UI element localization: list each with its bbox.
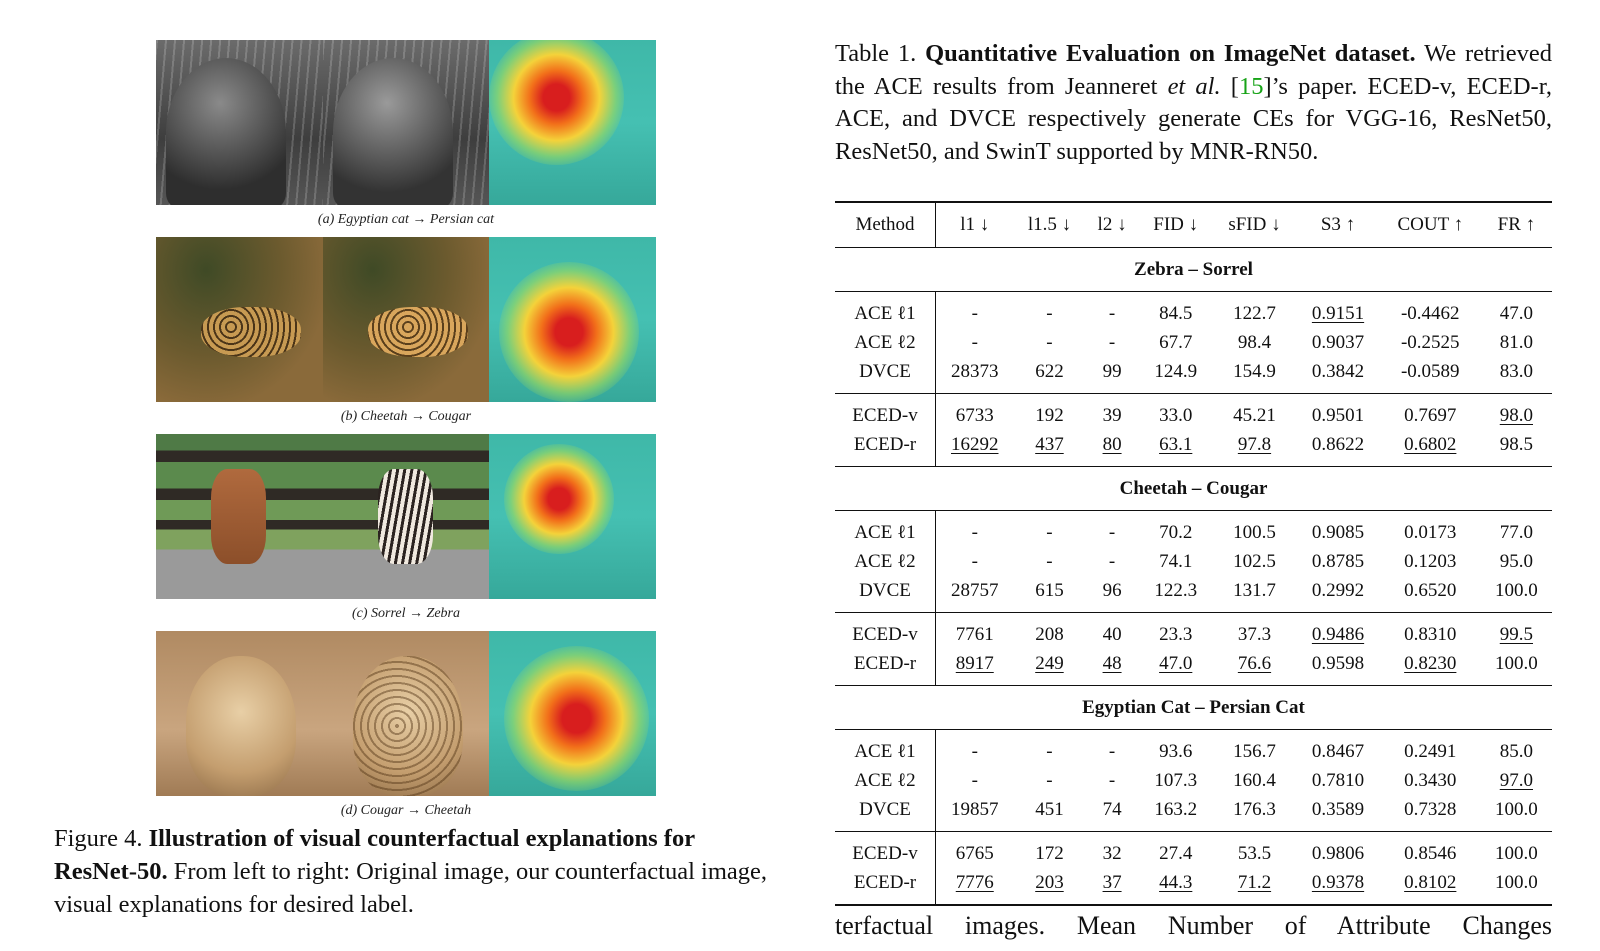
table-cell: 32 [1102,842,1122,864]
table-cell: 0.3842 [1311,360,1365,382]
table-row [835,292,1552,329]
table-cell: - [1108,740,1116,762]
table-cell: - [1108,331,1116,353]
table-cell: 39 [1102,404,1122,426]
table-row [835,576,1552,613]
table-cell: -0.2525 [1400,331,1460,353]
table-cell: 80 [1102,433,1122,455]
table-row [835,795,1552,832]
method-cell: ECED-r [835,649,936,686]
table-cell: 131.7 [1233,579,1276,601]
ours-group [835,394,1552,467]
section-cheetah-cougar [835,467,1552,511]
method-cell: DVCE [835,795,936,832]
table-cell: 93.6 [1159,740,1193,762]
table-cell: 100.0 [1495,871,1538,893]
table-row [835,832,1552,869]
table-cell: - [971,740,978,762]
counterfactual-image [323,237,490,402]
subcaption-d: (d) Cougar → Cheetah [340,803,472,818]
section-zebra-sorrel [835,248,1552,292]
table-cell: 40 [1102,623,1122,645]
table-cell: 0.9037 [1311,331,1365,353]
table-row [835,730,1552,767]
method-cell: DVCE [835,357,936,394]
method-cell: ECED-r [835,430,936,467]
figure-row-c [156,434,656,599]
table-header [835,202,1552,248]
table-cell: 437 [1035,433,1064,455]
table-cell: 98.5 [1499,433,1533,455]
table-cell: 0.8622 [1311,433,1365,455]
table-cell: 63.1 [1159,433,1193,455]
table-cell: 37 [1102,871,1122,893]
table-cell: - [1046,550,1053,572]
header-fid: FID ↓ [1153,214,1199,235]
header-l2: l2 ↓ [1097,214,1127,235]
method-cell: ACE ℓ1 [835,292,936,329]
table-cell: 76.6 [1237,652,1272,674]
counterfactual-image [323,631,490,796]
table-cell: 0.7810 [1311,769,1365,791]
table-cell: 27.4 [1159,842,1193,864]
table-cell: 0.9378 [1311,871,1365,893]
method-cell: ECED-v [835,613,936,650]
table-caption-cite-open: [ [1230,72,1239,100]
table-cell: 0.7328 [1404,798,1457,820]
table-cell: -0.0589 [1400,360,1460,382]
table-cell: 16292 [951,433,999,455]
table-cell: - [1108,769,1116,791]
table-cell: 107.3 [1154,769,1198,791]
table-cell: 71.2 [1237,871,1272,893]
table-cell: 0.6520 [1404,579,1457,601]
table-row [835,430,1552,467]
table-cell: 67.7 [1159,331,1193,353]
method-cell: ECED-r [835,868,936,905]
table-cell: 97.0 [1499,769,1533,791]
table-cell: 84.5 [1159,302,1193,324]
section-egyptian-persian [835,686,1552,730]
baseline-group [835,292,1552,394]
table-cell: - [1046,740,1053,762]
table-cell: 203 [1035,871,1064,893]
table-cell: - [971,550,978,572]
table-row [835,868,1552,905]
table-cell: 70.2 [1159,521,1193,543]
table-cell: 100.0 [1495,579,1538,601]
baseline-group [835,511,1552,613]
table-cell: 0.9151 [1311,302,1365,324]
table-cell: 100.0 [1495,842,1538,864]
results-table [835,201,1552,906]
table-cell: 0.8230 [1404,652,1457,674]
table-caption-title: Quantitative Evaluation on ImageNet dataset. [925,40,1416,67]
table-row [835,511,1552,548]
figure-caption-text: From left to right: Original image, our counterfactual image, visual explanations for desired label. [54,858,768,918]
method-cell: ACE ℓ1 [835,730,936,767]
table-cell: 23.3 [1159,623,1193,645]
method-cell: ACE ℓ2 [835,766,936,795]
table-caption-etal: et al. [1167,72,1221,100]
subcaption-c: (c) Sorrel → Zebra [352,606,460,621]
table-cell: 0.9486 [1311,623,1365,645]
table-cell: 122.7 [1233,302,1276,324]
table-cell: 45.21 [1233,404,1276,426]
table-cell: 0.3589 [1311,798,1365,820]
table-cell: 74.1 [1159,550,1193,572]
figure-row-a [156,40,656,205]
table-cell: 28757 [951,579,999,601]
heatmap-image [489,434,656,599]
table-cell: 0.9085 [1311,521,1365,543]
table-cell: 100.5 [1233,521,1276,543]
counterfactual-image [323,40,490,205]
figure-row-d [156,631,656,796]
table-cell: 47.0 [1159,652,1193,674]
table-row [835,547,1552,576]
table-cell: 33.0 [1159,404,1193,426]
table-cell: 0.2992 [1311,579,1365,601]
table-cell: 95.0 [1499,550,1533,572]
body-text-fragment: terfactual images. Mean Number of Attribute Changes [835,911,1552,940]
table-cell: 6765 [955,842,994,864]
method-cell: ACE ℓ2 [835,328,936,357]
table-cell: 85.0 [1499,740,1533,762]
table-row [835,394,1552,431]
table-cell: 6733 [955,404,994,426]
figure-4 [156,40,656,828]
table-cell: 19857 [951,798,999,820]
table-cell: 77.0 [1499,521,1533,543]
table-cell: - [1108,302,1116,324]
table-row [835,328,1552,357]
baseline-group [835,730,1552,832]
header-method: Method [835,202,936,248]
original-image [156,631,323,796]
heatmap-image [489,40,656,205]
original-image [156,40,323,205]
figure-caption [54,822,774,921]
table-cell: 0.9806 [1311,842,1365,864]
table-cell: 0.8102 [1404,871,1457,893]
table-cell: 81.0 [1499,331,1533,353]
table-cell: 122.3 [1154,579,1198,601]
method-cell: ACE ℓ2 [835,547,936,576]
table-cell: 0.8785 [1311,550,1365,572]
table-cell: 98.0 [1499,404,1533,426]
header-fr: FR ↑ [1497,214,1536,235]
method-cell: ACE ℓ1 [835,511,936,548]
table-cell: 37.3 [1237,623,1272,645]
counterfactual-image [323,434,490,599]
table-cell: 74 [1102,798,1122,820]
table-cell: - [971,331,978,353]
subcaption-a: (a) Egyptian cat → Persian cat [317,212,495,227]
section-title: Cheetah – Cougar [835,467,1552,511]
table-cell: 44.3 [1159,871,1193,893]
table-cell: 192 [1035,404,1064,426]
table-cell: 622 [1035,360,1064,382]
table-row [835,649,1552,686]
table-cell: 154.9 [1233,360,1276,382]
original-image [156,434,323,599]
table-cell: - [1046,769,1053,791]
figure-caption-title: Illustration of visual counterfactual explanations for ResNet-50. [54,825,695,885]
table-row [835,357,1552,394]
header-l1-5: l1.5 ↓ [1027,214,1072,235]
table-cell: 176.3 [1233,798,1276,820]
figure-caption-prefix: Figure 4. [54,825,143,852]
figure-row-b [156,237,656,402]
header-s3: S3 ↑ [1320,214,1356,235]
table-cell: 47.0 [1499,302,1533,324]
ours-group [835,613,1552,686]
table-cell: - [1046,521,1053,543]
method-cell: ECED-v [835,394,936,431]
section-title: Zebra – Sorrel [835,248,1552,292]
header-cout: COUT ↑ [1397,214,1464,235]
section-title: Egyptian Cat – Persian Cat [835,686,1552,730]
table-cell: 0.8467 [1311,740,1365,762]
table-cell: 83.0 [1499,360,1533,382]
table-cell: - [1046,331,1053,353]
header-sfid: sFID ↓ [1228,214,1281,235]
table-cell: 7761 [955,623,994,645]
citation-link[interactable]: 15 [1238,72,1264,100]
table-cell: 160.4 [1233,769,1276,791]
table-caption-text-1: We retrieved the ACE results from Jeanneret [835,40,1552,100]
table-caption-prefix: Table 1. [835,40,917,67]
table-cell: 100.0 [1495,798,1538,820]
table-cell: 99 [1102,360,1122,382]
table-cell: 0.3430 [1404,769,1457,791]
table-row [835,766,1552,795]
header-l1: l1 ↓ [960,214,990,235]
table-caption-text-2: ]’s paper. ECED-v, ECED-r, ACE, and DVCE respectively generate CEs for VGG-16, ResNet50, ResNet50, and SwinT supported by MNR-RN50. [835,72,1553,165]
table-cell: 7776 [955,871,994,893]
table-cell: 0.8546 [1404,842,1457,864]
table-cell: - [971,769,978,791]
table-cell: 0.8310 [1404,623,1457,645]
table-cell: 156.7 [1233,740,1276,762]
heatmap-image [489,237,656,402]
table-cell: 100.0 [1495,652,1538,674]
table-cell: 96 [1102,579,1122,601]
method-cell: DVCE [835,576,936,613]
table-cell: -0.4462 [1400,302,1460,324]
heatmap-image [489,631,656,796]
table-cell: 163.2 [1154,798,1198,820]
table-cell: 98.4 [1237,331,1272,353]
method-cell: ECED-v [835,832,936,869]
table-cell: - [971,302,978,324]
table-cell: 615 [1035,579,1064,601]
table-cell: 97.8 [1237,433,1272,455]
table-cell: 8917 [955,652,994,674]
table-cell: - [971,521,978,543]
table-cell: 0.0173 [1404,521,1457,543]
table-cell: 53.5 [1237,842,1272,864]
table-cell: 249 [1035,652,1064,674]
table-cell: 28373 [951,360,999,382]
table-cell: 451 [1035,798,1064,820]
table-cell: 0.1203 [1404,550,1457,572]
table-cell: 102.5 [1233,550,1276,572]
table-cell: 0.6802 [1404,433,1457,455]
table-cell: 48 [1102,652,1122,674]
table-cell: 208 [1035,623,1064,645]
table-cell: 124.9 [1154,360,1198,382]
table-cell: 0.2491 [1404,740,1457,762]
table-cell: - [1108,550,1116,572]
original-image [156,237,323,402]
table-row [835,613,1552,650]
table-cell: - [1046,302,1053,324]
subcaption-b: (b) Cheetah → Cougar [340,409,472,424]
ours-group [835,832,1552,906]
table-cell: 0.7697 [1404,404,1457,426]
table-cell: 0.9501 [1311,404,1365,426]
table-cell: 99.5 [1499,623,1533,645]
table-cell: 172 [1035,842,1064,864]
table-caption [835,38,1552,168]
table-cell: 0.9598 [1311,652,1365,674]
table-cell: - [1108,521,1116,543]
